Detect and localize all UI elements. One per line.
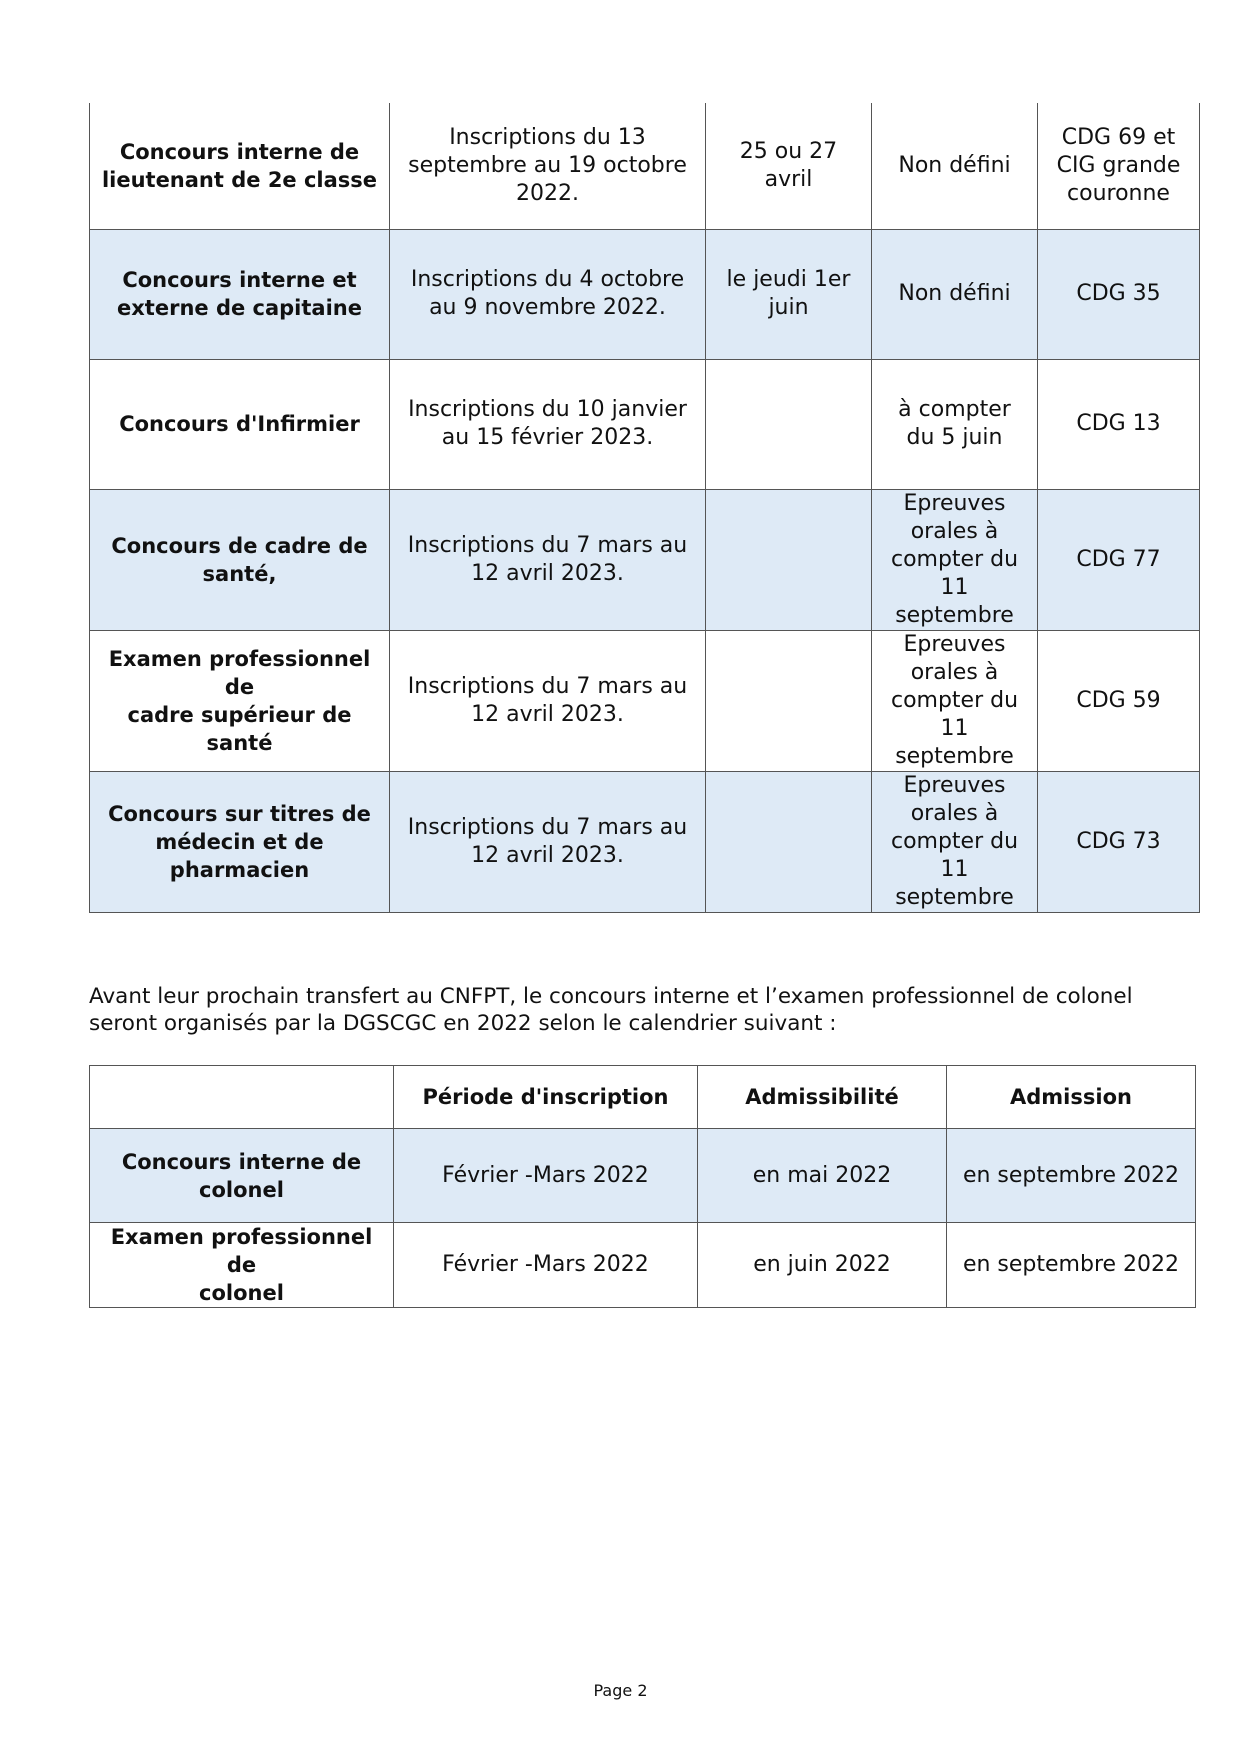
admission-date: Epreuves orales à compter du 11 septembre bbox=[872, 630, 1038, 771]
inscription-period: Février -Mars 2022 bbox=[394, 1129, 698, 1223]
admission-date: à compter du 5 juin bbox=[872, 359, 1038, 489]
table-row bbox=[90, 359, 1200, 489]
inscription-period: Inscriptions du 7 mars au 12 avril 2023. bbox=[390, 630, 706, 771]
admissibility-date bbox=[706, 489, 872, 630]
page-number: Page 2 bbox=[593, 1681, 648, 1700]
organizer: CDG 59 bbox=[1038, 630, 1200, 771]
header-admissibility: Admissibilité bbox=[698, 1066, 947, 1129]
exam-name: Concours interne et externe de capitaine bbox=[90, 229, 390, 359]
table-row bbox=[90, 103, 1200, 229]
inscription-period: Inscriptions du 7 mars au 12 avril 2023. bbox=[390, 771, 706, 912]
admissibility-date: le jeudi 1er juin bbox=[706, 229, 872, 359]
admission-date: en septembre 2022 bbox=[947, 1129, 1196, 1223]
inscription-period: Inscriptions du 13 septembre au 19 octobre 2022. bbox=[390, 103, 706, 229]
organizer: CDG 73 bbox=[1038, 771, 1200, 912]
inscription-period: Inscriptions du 4 octobre au 9 novembre 2022. bbox=[390, 229, 706, 359]
table-row bbox=[90, 229, 1200, 359]
admissibility-date: en mai 2022 bbox=[698, 1129, 947, 1223]
admission-date: en septembre 2022 bbox=[947, 1223, 1196, 1308]
header-admission: Admission bbox=[947, 1066, 1196, 1129]
table-row bbox=[90, 1223, 1196, 1308]
header-cell-empty bbox=[90, 1066, 394, 1129]
organizer: CDG 69 et CIG grande couronne bbox=[1038, 103, 1200, 229]
admissibility-date bbox=[706, 771, 872, 912]
inscription-period: Inscriptions du 10 janvier au 15 février 2023. bbox=[390, 359, 706, 489]
admission-date: Epreuves orales à compter du 11 septembre bbox=[872, 489, 1038, 630]
admissibility-date bbox=[706, 359, 872, 489]
exam-name: Concours sur titres de médecin et de pharmacien bbox=[90, 771, 390, 912]
exam-calendar-table bbox=[89, 103, 1200, 913]
table-row bbox=[90, 771, 1200, 912]
intro-paragraph: Avant leur prochain transfert au CNFPT, le concours interne et l’examen professionnel de colonel seront organisés par la DGSCGC en 2022 selon le calendrier suivant : bbox=[89, 984, 1133, 1036]
admissibility-date bbox=[706, 630, 872, 771]
exam-name: Examen professionnel de colonel bbox=[90, 1223, 394, 1308]
exam-name: Concours interne de colonel bbox=[90, 1129, 394, 1223]
admission-date: Non défini bbox=[872, 229, 1038, 359]
organizer: CDG 35 bbox=[1038, 229, 1200, 359]
exam-name: Concours de cadre de santé, bbox=[90, 489, 390, 630]
admission-date: Epreuves orales à compter du 11 septembre bbox=[872, 771, 1038, 912]
table-row bbox=[90, 1129, 1196, 1223]
inscription-period: Inscriptions du 7 mars au 12 avril 2023. bbox=[390, 489, 706, 630]
exam-name: Concours d'Infirmier bbox=[90, 359, 390, 489]
table-row bbox=[90, 630, 1200, 771]
exam-name: Concours interne de lieutenant de 2e classe bbox=[90, 103, 390, 229]
table-header-row bbox=[90, 1066, 1196, 1129]
exam-name: Examen professionnel de cadre supérieur de santé bbox=[90, 630, 390, 771]
admission-date: Non défini bbox=[872, 103, 1038, 229]
organizer: CDG 13 bbox=[1038, 359, 1200, 489]
table-row bbox=[90, 489, 1200, 630]
inscription-period: Février -Mars 2022 bbox=[394, 1223, 698, 1308]
admissibility-date: 25 ou 27 avril bbox=[706, 103, 872, 229]
colonel-calendar-table bbox=[89, 1065, 1196, 1308]
admissibility-date: en juin 2022 bbox=[698, 1223, 947, 1308]
organizer: CDG 77 bbox=[1038, 489, 1200, 630]
header-inscription-period: Période d'inscription bbox=[394, 1066, 698, 1129]
